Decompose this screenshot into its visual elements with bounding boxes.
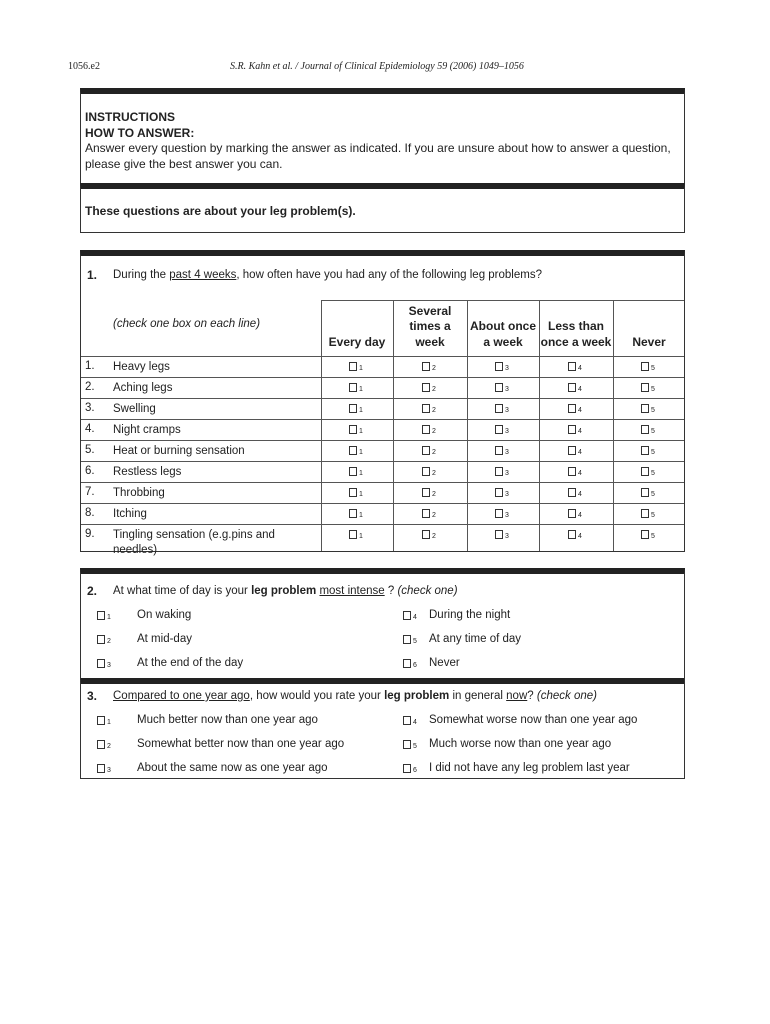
- checkbox-option[interactable]: [568, 529, 582, 541]
- checkbox-icon[interactable]: [349, 383, 357, 392]
- checkbox-icon[interactable]: [641, 509, 649, 518]
- option-label: Much better now than one year ago: [137, 714, 318, 726]
- q1-text-underline: past 4 weeks: [169, 269, 237, 281]
- checkbox-option[interactable]: [403, 739, 417, 751]
- checkbox-code: 1: [359, 365, 363, 372]
- checkbox-icon[interactable]: [568, 425, 576, 434]
- checkbox-option[interactable]: [568, 361, 582, 373]
- row-number: 6.: [85, 465, 95, 477]
- row-number: 8.: [85, 507, 95, 519]
- checkbox-option[interactable]: [641, 403, 655, 415]
- checkbox-code: 3: [107, 662, 111, 669]
- q2-text-underline: most intense: [319, 585, 385, 597]
- checkbox-option[interactable]: [641, 382, 655, 394]
- checkbox-code: 5: [651, 428, 655, 435]
- checkbox-icon[interactable]: [495, 467, 503, 476]
- checkbox-code: 3: [505, 491, 509, 498]
- checkbox-icon[interactable]: [349, 530, 357, 539]
- checkbox-option[interactable]: [349, 382, 363, 394]
- grid-line: [81, 482, 684, 483]
- checkbox-code: 4: [578, 470, 582, 477]
- checkbox-code: 3: [107, 767, 111, 774]
- grid-line: [81, 461, 684, 462]
- option-label: Somewhat better now than one year ago: [137, 738, 345, 750]
- row-number: 9.: [85, 528, 95, 540]
- checkbox-code: 2: [107, 743, 111, 750]
- checkbox-icon[interactable]: [495, 509, 503, 518]
- option-label: Somewhat worse now than one year ago: [429, 714, 638, 726]
- checkbox-icon[interactable]: [641, 530, 649, 539]
- checkbox-code: 5: [651, 512, 655, 519]
- q3-text-underline: Compared to one year ago: [113, 690, 250, 702]
- page-number: 1056.e2: [68, 61, 100, 72]
- option-label: I did not have any leg problem last year: [429, 762, 630, 774]
- checkbox-icon[interactable]: [495, 446, 503, 455]
- checkbox-code: 3: [505, 449, 509, 456]
- section-intro: These questions are about your leg problem(s).: [80, 183, 685, 233]
- row-number: 7.: [85, 486, 95, 498]
- checkbox-option[interactable]: [349, 445, 363, 457]
- checkbox-code: 5: [651, 491, 655, 498]
- q3-text-end: ?: [527, 690, 534, 702]
- grid-line: [81, 503, 684, 504]
- checkbox-option[interactable]: [568, 403, 582, 415]
- checkbox-code: 3: [505, 428, 509, 435]
- instructions-title: INSTRUCTIONS: [85, 110, 175, 124]
- col-header: Never: [632, 334, 666, 349]
- checkbox-icon[interactable]: [422, 383, 430, 392]
- checkbox-icon[interactable]: [97, 635, 105, 644]
- checkbox-icon[interactable]: [349, 425, 357, 434]
- checkbox-option[interactable]: [422, 487, 436, 499]
- checkbox-code: 1: [359, 491, 363, 498]
- checkbox-icon[interactable]: [349, 467, 357, 476]
- checkbox-icon[interactable]: [641, 467, 649, 476]
- checkbox-option[interactable]: [495, 529, 509, 541]
- checkbox-option[interactable]: [568, 424, 582, 436]
- checkbox-code: 5: [651, 449, 655, 456]
- checkbox-option[interactable]: [349, 424, 363, 436]
- checkbox-icon[interactable]: [97, 716, 105, 725]
- checkbox-option[interactable]: [495, 508, 509, 520]
- checkbox-option[interactable]: [641, 529, 655, 541]
- q3-check: (check one): [536, 690, 597, 702]
- checkbox-option[interactable]: [97, 610, 111, 622]
- q1-text-post: , how often have you had any of the following leg problems?: [236, 269, 542, 281]
- checkbox-code: 1: [359, 470, 363, 477]
- checkbox-code: 1: [359, 449, 363, 456]
- checkbox-option[interactable]: [422, 466, 436, 478]
- q2-text: [113, 585, 458, 597]
- checkbox-option[interactable]: [403, 715, 417, 727]
- symptom-label: Itching: [113, 508, 147, 520]
- checkbox-code: 4: [578, 365, 582, 372]
- checkbox-code: 4: [578, 533, 582, 540]
- symptom-label: Night cramps: [113, 424, 181, 436]
- col-header: About once a week: [470, 319, 536, 349]
- col-header: Every day: [328, 334, 386, 349]
- separator: [81, 678, 684, 684]
- checkbox-option[interactable]: [641, 424, 655, 436]
- checkbox-option[interactable]: [97, 763, 111, 775]
- checkbox-icon[interactable]: [349, 446, 357, 455]
- q3-text-mid: , how would you rate your: [249, 690, 385, 702]
- checkbox-code: 5: [413, 638, 417, 645]
- row-number: 5.: [85, 444, 95, 456]
- checkbox-option[interactable]: [97, 634, 111, 646]
- q1-text-pre: During the: [113, 269, 170, 281]
- checkbox-option[interactable]: [568, 487, 582, 499]
- checkbox-icon[interactable]: [568, 488, 576, 497]
- symptom-label: Throbbing: [113, 487, 165, 499]
- q2-text-pre: At what time of day is your: [113, 585, 252, 597]
- checkbox-code: 2: [432, 365, 436, 372]
- checkbox-icon[interactable]: [422, 509, 430, 518]
- checkbox-option[interactable]: [495, 466, 509, 478]
- row-number: 1.: [85, 360, 95, 372]
- question-2-3: [80, 568, 685, 779]
- checkbox-option[interactable]: [495, 361, 509, 373]
- checkbox-code: 5: [413, 743, 417, 750]
- checkbox-option[interactable]: [422, 508, 436, 520]
- checkbox-code: 1: [107, 719, 111, 726]
- symptom-label: Restless legs: [113, 466, 182, 478]
- checkbox-code: 5: [651, 407, 655, 414]
- q3-text-underline-2: now: [506, 690, 528, 702]
- checkbox-code: 5: [651, 365, 655, 372]
- symptom-label: Aching legs: [113, 382, 173, 394]
- checkbox-code: 2: [432, 407, 436, 414]
- checkbox-icon[interactable]: [422, 425, 430, 434]
- checkbox-icon[interactable]: [422, 404, 430, 413]
- col-header: Less than once a week: [540, 319, 612, 349]
- checkbox-option[interactable]: [641, 466, 655, 478]
- q1-number: 1.: [87, 268, 98, 282]
- question-1: [80, 250, 685, 556]
- checkbox-icon[interactable]: [641, 383, 649, 392]
- option-label: About the same now as one year ago: [137, 762, 328, 774]
- option-label: Much worse now than one year ago: [429, 738, 612, 750]
- q3-number: 3.: [87, 689, 98, 703]
- checkbox-option[interactable]: [568, 508, 582, 520]
- option-label: At any time of day: [429, 633, 522, 645]
- checkbox-option[interactable]: [495, 487, 509, 499]
- checkbox-icon[interactable]: [349, 509, 357, 518]
- grid-line: [613, 300, 614, 551]
- running-header: S.R. Kahn et al. / Journal of Clinical Epidemiology 59 (2006) 1049–1056: [230, 61, 524, 72]
- grid-line: [81, 419, 684, 420]
- checkbox-code: 1: [107, 614, 111, 621]
- checkbox-code: 1: [359, 512, 363, 519]
- checkbox-option[interactable]: [495, 424, 509, 436]
- q2-number: 2.: [87, 584, 98, 598]
- checkbox-option[interactable]: [422, 445, 436, 457]
- checkbox-code: 2: [432, 449, 436, 456]
- q3-text-bold: leg problem: [384, 690, 450, 702]
- checkbox-icon[interactable]: [403, 716, 411, 725]
- checkbox-icon[interactable]: [568, 446, 576, 455]
- grid-line: [81, 356, 684, 357]
- checkbox-option[interactable]: [349, 361, 363, 373]
- checkbox-icon[interactable]: [403, 611, 411, 620]
- symptom-label: Heat or burning sensation: [113, 445, 245, 457]
- checkbox-icon[interactable]: [422, 488, 430, 497]
- checkbox-code: 4: [578, 386, 582, 393]
- checkbox-code: 3: [505, 533, 509, 540]
- symptom-label: Swelling: [113, 403, 156, 415]
- checkbox-option[interactable]: [403, 610, 417, 622]
- checkbox-code: 4: [578, 512, 582, 519]
- q2-text-bold: leg problem: [251, 585, 317, 597]
- checkbox-option[interactable]: [403, 634, 417, 646]
- checkbox-option[interactable]: [568, 466, 582, 478]
- checkbox-icon[interactable]: [97, 659, 105, 668]
- checkbox-option[interactable]: [568, 445, 582, 457]
- checkbox-icon[interactable]: [641, 362, 649, 371]
- checkbox-code: 4: [578, 449, 582, 456]
- checkbox-code: 3: [505, 470, 509, 477]
- checkbox-code: 1: [359, 533, 363, 540]
- checkbox-icon[interactable]: [349, 362, 357, 371]
- grid-line: [81, 524, 684, 525]
- checkbox-option[interactable]: [97, 739, 111, 751]
- checkbox-code: 3: [505, 386, 509, 393]
- checkbox-option[interactable]: [641, 487, 655, 499]
- option-label: During the night: [429, 609, 511, 621]
- checkbox-option[interactable]: [568, 382, 582, 394]
- option-label: At mid-day: [137, 633, 192, 645]
- checkbox-code: 5: [651, 470, 655, 477]
- checkbox-icon[interactable]: [422, 530, 430, 539]
- checkbox-icon[interactable]: [349, 404, 357, 413]
- option-label: Never: [429, 657, 460, 669]
- q3-text-post: in general: [449, 690, 507, 702]
- checkbox-code: 1: [359, 386, 363, 393]
- checkbox-option[interactable]: [422, 361, 436, 373]
- grid-line: [321, 300, 684, 301]
- checkbox-icon[interactable]: [422, 467, 430, 476]
- checkbox-icon[interactable]: [495, 530, 503, 539]
- checkbox-option[interactable]: [403, 763, 417, 775]
- checkbox-option[interactable]: [349, 529, 363, 541]
- checkbox-code: 3: [505, 407, 509, 414]
- checkbox-option[interactable]: [641, 361, 655, 373]
- checkbox-icon[interactable]: [403, 659, 411, 668]
- checkbox-icon[interactable]: [97, 611, 105, 620]
- checkbox-icon[interactable]: [403, 740, 411, 749]
- instructions-box: [80, 88, 685, 186]
- grid-line: [539, 300, 540, 551]
- checkbox-code: 2: [107, 638, 111, 645]
- col-header: Several times a week: [408, 303, 452, 349]
- checkbox-option[interactable]: [495, 403, 509, 415]
- checkbox-option[interactable]: [422, 529, 436, 541]
- checkbox-icon[interactable]: [568, 383, 576, 392]
- q2-check: (check one): [397, 585, 458, 597]
- checkbox-code: 4: [413, 614, 417, 621]
- checkbox-icon[interactable]: [641, 425, 649, 434]
- checkbox-option[interactable]: [349, 403, 363, 415]
- checkbox-icon[interactable]: [403, 764, 411, 773]
- checkbox-icon[interactable]: [641, 446, 649, 455]
- checkbox-option[interactable]: [495, 382, 509, 394]
- q1-instruction: (check one box on each line): [113, 318, 261, 330]
- instructions-subtitle: HOW TO ANSWER:: [85, 125, 195, 140]
- grid-line: [81, 377, 684, 378]
- row-number: 4.: [85, 423, 95, 435]
- checkbox-icon[interactable]: [495, 362, 503, 371]
- q1-text: [113, 269, 542, 281]
- grid-line: [81, 398, 684, 399]
- checkbox-icon[interactable]: [495, 488, 503, 497]
- checkbox-code: 2: [432, 512, 436, 519]
- checkbox-code: 3: [505, 365, 509, 372]
- checkbox-code: 1: [359, 428, 363, 435]
- checkbox-code: 2: [432, 491, 436, 498]
- checkbox-icon[interactable]: [495, 383, 503, 392]
- checkbox-icon[interactable]: [97, 740, 105, 749]
- checkbox-code: 1: [359, 407, 363, 414]
- symptom-label: Tingling sensation (e.g.pins and needles): [113, 529, 275, 556]
- checkbox-icon[interactable]: [568, 467, 576, 476]
- checkbox-option[interactable]: [349, 487, 363, 499]
- checkbox-icon[interactable]: [349, 488, 357, 497]
- checkbox-icon[interactable]: [568, 362, 576, 371]
- checkbox-code: 4: [578, 407, 582, 414]
- checkbox-code: 2: [432, 386, 436, 393]
- checkbox-code: 2: [432, 533, 436, 540]
- checkbox-code: 5: [651, 533, 655, 540]
- checkbox-option[interactable]: [349, 508, 363, 520]
- checkbox-code: 2: [432, 428, 436, 435]
- checkbox-option[interactable]: [422, 424, 436, 436]
- checkbox-code: 5: [651, 386, 655, 393]
- checkbox-code: 4: [413, 719, 417, 726]
- checkbox-icon[interactable]: [568, 404, 576, 413]
- checkbox-icon[interactable]: [422, 446, 430, 455]
- checkbox-icon[interactable]: [641, 488, 649, 497]
- checkbox-icon[interactable]: [403, 635, 411, 644]
- checkbox-code: 3: [505, 512, 509, 519]
- checkbox-option[interactable]: [641, 445, 655, 457]
- option-label: At the end of the day: [137, 657, 244, 669]
- checkbox-icon[interactable]: [495, 404, 503, 413]
- grid-line: [393, 300, 394, 551]
- checkbox-icon[interactable]: [97, 764, 105, 773]
- checkbox-option[interactable]: [403, 658, 417, 670]
- checkbox-option[interactable]: [641, 508, 655, 520]
- grid-line: [321, 300, 322, 551]
- checkbox-icon[interactable]: [641, 404, 649, 413]
- symptom-label: Heavy legs: [113, 361, 170, 373]
- grid-line: [81, 440, 684, 441]
- row-number: 3.: [85, 402, 95, 414]
- q2-text-post: ?: [384, 585, 395, 597]
- row-number: 2.: [85, 381, 95, 393]
- checkbox-code: 2: [432, 470, 436, 477]
- grid-line: [467, 300, 468, 551]
- checkbox-icon[interactable]: [568, 530, 576, 539]
- checkbox-option[interactable]: [349, 466, 363, 478]
- checkbox-icon[interactable]: [495, 425, 503, 434]
- instructions-body: Answer every question by marking the answer as indicated. If you are unsure about how to answer a question, please give the best answer you can.: [85, 141, 671, 171]
- checkbox-code: 4: [578, 491, 582, 498]
- checkbox-code: 6: [413, 767, 417, 774]
- checkbox-icon[interactable]: [422, 362, 430, 371]
- checkbox-code: 6: [413, 662, 417, 669]
- checkbox-option[interactable]: [422, 403, 436, 415]
- checkbox-option[interactable]: [495, 445, 509, 457]
- checkbox-icon[interactable]: [568, 509, 576, 518]
- option-label: On waking: [137, 609, 192, 621]
- q3-text: [113, 690, 597, 702]
- checkbox-option[interactable]: [97, 658, 111, 670]
- checkbox-code: 4: [578, 428, 582, 435]
- checkbox-option[interactable]: [97, 715, 111, 727]
- checkbox-option[interactable]: [422, 382, 436, 394]
